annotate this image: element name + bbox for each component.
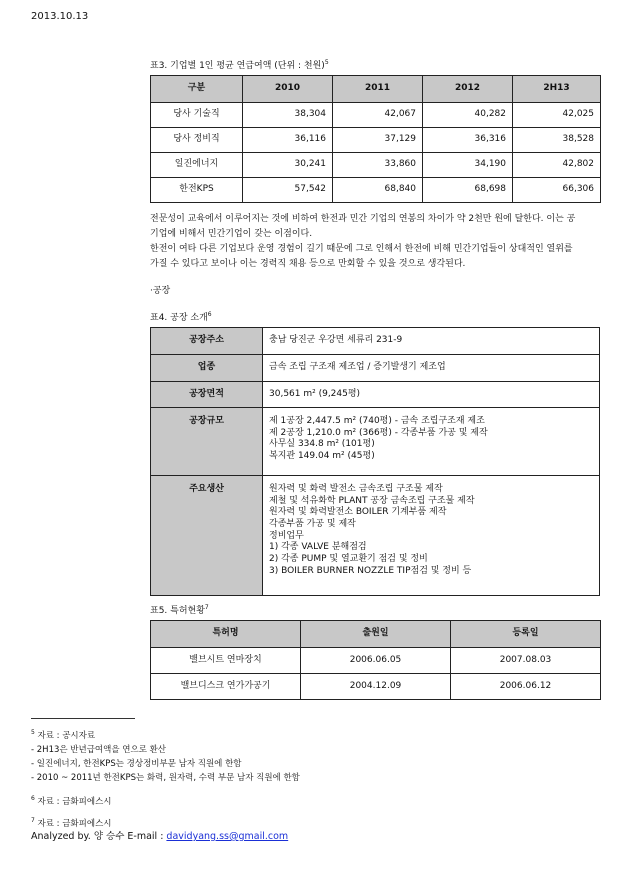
table-cell	[263, 328, 600, 355]
column-header: 2012	[423, 76, 513, 103]
cell-line: 원자력 및 화력 발전소 금속조립 구조물 제작	[269, 484, 443, 494]
salary-commentary	[150, 212, 612, 272]
table5-caption	[150, 604, 209, 618]
table4-caption	[150, 311, 212, 325]
row-label: 한전KPS	[151, 178, 243, 203]
footnote-6	[31, 792, 112, 809]
table-row	[151, 382, 600, 408]
column-header: 2H13	[513, 76, 601, 103]
footnote-mark: 5	[31, 729, 35, 736]
table-cell	[263, 408, 600, 476]
table-row	[151, 674, 601, 700]
footnote-line: - 일진에너지, 한전KPS는 경상정비부문 남자 직원에 한함	[31, 758, 242, 769]
table-cell: 42,025	[513, 103, 601, 128]
table-cell: 34,190	[423, 153, 513, 178]
analyst-label: Analyzed by. 양 승수 E-mail :	[31, 831, 167, 842]
column-header: 등록일	[451, 621, 601, 648]
footnote-divider	[31, 718, 135, 719]
table-cell: 66,306	[513, 178, 601, 203]
paragraph-line: 가질 수 있다고 보이나 이는 경력직 채용 등으로 만회할 수 있을 것으로 생각된다.	[150, 259, 466, 269]
row-label: 당사 기술직	[151, 103, 243, 128]
row-label: 주요생산	[151, 476, 263, 596]
cell-line: 금속 조립 구조재 제조업 / 증기발생기 제조업	[269, 362, 446, 373]
table-cell: 2006.06.05	[301, 648, 451, 674]
email-link[interactable]: davidyang.ss@gmail.com	[166, 831, 289, 842]
column-header: 특허명	[151, 621, 301, 648]
paragraph-line: 전문성이 교육에서 이루어지는 것에 비하여 한전과 민간 기업의 연봉의 차이가 약 2천만 원에 달한다. 이는 공	[150, 214, 576, 224]
row-label: 당사 정비직	[151, 128, 243, 153]
analyst-credit	[31, 830, 288, 844]
cell-line: 정비업무	[269, 530, 304, 541]
cell-line: 1) 각종 VALVE 분해점검	[269, 542, 367, 553]
row-label: 공장면적	[151, 382, 263, 408]
footnote-text: 자료 : 금화피에스시	[34, 818, 112, 829]
cell-line: 제철 및 석유화학 PLANT 공장 금속조립 구조물 제작	[269, 495, 475, 506]
table-row	[151, 328, 600, 355]
factory-info-table	[150, 327, 600, 596]
table-cell: 36,116	[243, 128, 333, 153]
table-row	[151, 103, 601, 128]
table-cell	[263, 355, 600, 382]
row-label: 공장규모	[151, 408, 263, 476]
table4-caption-text: 표4. 공장 소개	[150, 313, 208, 323]
table-row	[151, 648, 601, 674]
table-row	[151, 408, 600, 476]
footnote-5	[31, 726, 300, 785]
table3-caption	[150, 59, 329, 73]
table-cell: 2004.12.09	[301, 674, 451, 700]
table-cell: 40,282	[423, 103, 513, 128]
table-cell	[263, 382, 600, 408]
footnote-mark: 7	[31, 817, 35, 824]
footnote-line: - 2H13은 반년급여액을 연으로 환산	[31, 744, 167, 755]
table-row	[151, 153, 601, 178]
column-header: 출원일	[301, 621, 451, 648]
cell-line: 원자력 및 화력발전소 BOILER 기계부품 제작	[269, 507, 447, 518]
table5-caption-footnote-mark: 7	[204, 604, 209, 611]
footnote-line	[31, 726, 300, 743]
footnote-text: 자료 : 금화피에스시	[34, 796, 112, 807]
footnote-mark: 6	[31, 795, 35, 802]
table-header-row	[151, 621, 601, 648]
table3-caption-footnote-mark: 5	[324, 59, 329, 66]
table-cell: 42,067	[333, 103, 423, 128]
column-header: 2010	[243, 76, 333, 103]
cell-line: 제 2공장 1,210.0 m² (366평) - 각종부품 가공 및 제작	[269, 427, 488, 438]
table-cell: 밸브디스크 연가가공기	[151, 674, 301, 700]
patent-table	[150, 620, 601, 700]
cell-line: 충남 당진군 우강면 세류리 231-9	[269, 335, 403, 346]
table-cell: 36,316	[423, 128, 513, 153]
paragraph-line: 기업에 비해서 민간기업이 갖는 이점이다.	[150, 229, 313, 239]
table3-caption-text: 표3. 기업별 1인 평균 연급여액 (단위 : 천원)	[150, 61, 325, 71]
cell-line: 2) 각종 PUMP 및 열교환기 점검 및 정비	[269, 554, 428, 565]
column-header: 구분	[151, 76, 243, 103]
table-cell: 2006.06.12	[451, 674, 601, 700]
cell-line: 사무실 334.8 m² (101평)	[269, 439, 375, 450]
footnote-7	[31, 814, 112, 831]
table-cell: 30,241	[243, 153, 333, 178]
table-cell: 68,698	[423, 178, 513, 203]
salary-table	[150, 75, 601, 203]
row-label: 업종	[151, 355, 263, 382]
section-heading-factory: ·공장	[150, 286, 171, 296]
cell-line: 각종부품 가공 및 제작	[269, 519, 356, 530]
report-date: 2013.10.13	[31, 11, 89, 22]
table-cell: 42,802	[513, 153, 601, 178]
footnote-line: - 2010 ~ 2011년 한전KPS는 화력, 원자력, 수력 부문 남자 직원에 한함	[31, 772, 300, 783]
table4-caption-footnote-mark: 6	[207, 311, 212, 318]
table-cell: 2007.08.03	[451, 648, 601, 674]
table-row	[151, 178, 601, 203]
table-row	[151, 355, 600, 382]
column-header: 2011	[333, 76, 423, 103]
paragraph-line: 한전이 여타 다른 기업보다 운영 경험이 길기 때문에 그로 인해서 한전에 비해 민간기업들이 상대적인 열위를	[150, 244, 573, 254]
table-row	[151, 476, 600, 596]
table-cell: 68,840	[333, 178, 423, 203]
table-cell	[263, 476, 600, 596]
table-cell: 38,528	[513, 128, 601, 153]
table-cell: 33,860	[333, 153, 423, 178]
row-label: 공장주소	[151, 328, 263, 355]
cell-line: 3) BOILER BURNER NOZZLE TIP점검 및 정비 등	[269, 565, 472, 576]
table5-caption-text: 표5. 특허현황	[150, 606, 205, 616]
table-row	[151, 128, 601, 153]
table-cell: 37,129	[333, 128, 423, 153]
cell-line: 복지관 149.04 m² (45평)	[269, 451, 375, 462]
table-cell: 57,542	[243, 178, 333, 203]
cell-line: 제 1공장 2,447.5 m² (740평) - 금속 조립구조재 제조	[269, 416, 485, 426]
footnote-text: 자료 : 공시자료	[34, 730, 96, 741]
table-header-row	[151, 76, 601, 103]
row-label: 일진에너지	[151, 153, 243, 178]
cell-line: 30,561 m² (9,245평)	[269, 388, 361, 399]
table-cell: 밸브시트 연마장치	[151, 648, 301, 674]
table-cell: 38,304	[243, 103, 333, 128]
